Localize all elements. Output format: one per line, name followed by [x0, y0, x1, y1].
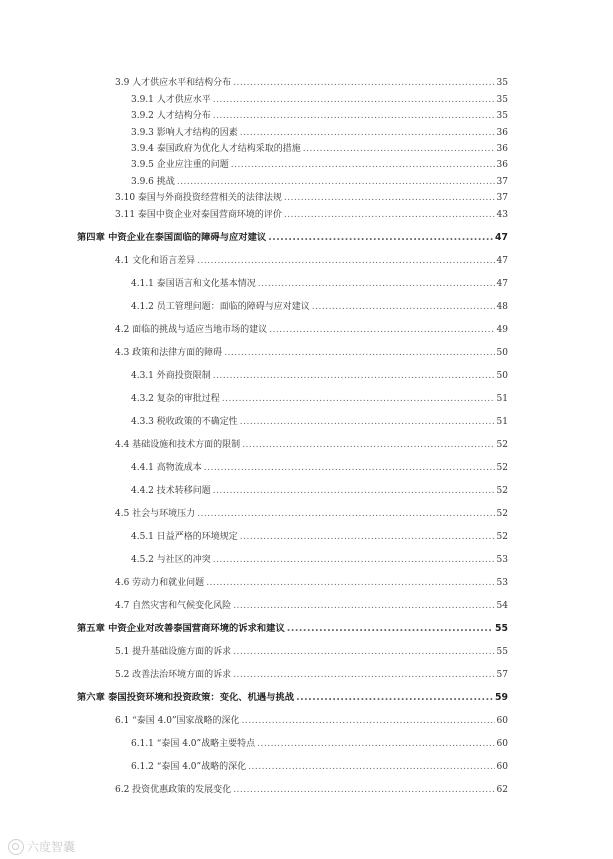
toc-page-number: 37 — [496, 177, 508, 187]
toc-entry[interactable] — [115, 783, 508, 797]
toc-entry-title: 4.5 社会与环境压力 — [115, 509, 196, 519]
toc-page-number: 60 — [496, 739, 508, 749]
toc-dot-leader — [240, 126, 495, 140]
toc-entry-title: 4.3 政策和法律方面的障碍 — [115, 348, 223, 358]
toc-entry-title: 4.4 基础设施和技术方面的限制 — [115, 440, 241, 450]
toc-dot-leader — [258, 277, 495, 291]
toc-dot-leader — [213, 109, 495, 123]
toc-page-number: 52 — [496, 486, 508, 496]
toc-entry[interactable] — [131, 461, 508, 475]
toc-dot-leader — [213, 93, 495, 107]
toc-page-number: 48 — [496, 302, 508, 312]
toc-entry-title: 4.3.2 复杂的审批过程 — [131, 394, 220, 404]
toc-entry-title: 4.4.2 技术转移问题 — [131, 486, 211, 496]
toc-entry[interactable] — [131, 126, 508, 140]
toc-entry-title: 4.6 劳动力和就业问题 — [115, 578, 205, 588]
toc-page-number: 36 — [496, 128, 508, 138]
toc-page-number: 36 — [496, 160, 508, 170]
toc-page-number: 60 — [496, 716, 508, 726]
toc-entry-title: 3.9.5 企业应注重的问题 — [131, 160, 229, 170]
toc-entry[interactable] — [131, 175, 508, 189]
toc-dot-leader — [197, 507, 494, 521]
toc-entry-title: 5.2 改善法治环境方面的诉求 — [115, 670, 232, 680]
toc-dot-leader — [268, 231, 493, 245]
toc-dot-leader — [312, 300, 495, 314]
toc-chapter-entry[interactable] — [77, 691, 508, 705]
toc-dot-leader — [233, 668, 494, 682]
toc-page-number: 53 — [496, 578, 508, 588]
toc-dot-leader — [213, 369, 495, 383]
toc-dot-leader — [222, 392, 495, 406]
toc-entry[interactable] — [115, 346, 508, 360]
toc-dot-leader — [296, 691, 493, 705]
toc-entry-title: 4.1.1 泰国语言和文化基本情况 — [131, 279, 256, 289]
toc-entry-title: 3.9.1 人才供应水平 — [131, 95, 211, 105]
toc-dot-leader — [213, 484, 495, 498]
toc-page-number: 49 — [496, 325, 508, 335]
toc-dot-leader — [233, 599, 494, 613]
toc-page-number: 35 — [496, 111, 508, 121]
toc-entry-title: 第五章 中资企业对改善泰国营商环境的诉求和建议 — [77, 623, 285, 634]
toc-entry[interactable] — [131, 553, 508, 567]
toc-dot-leader — [213, 553, 495, 567]
toc-entry[interactable] — [131, 415, 508, 429]
toc-entry-title: 4.3.3 税收政策的不确定性 — [131, 417, 238, 427]
toc-page-number: 52 — [496, 509, 508, 519]
toc-entry[interactable] — [131, 142, 508, 156]
toc-page-number: 51 — [496, 394, 508, 404]
toc-dot-leader — [257, 737, 494, 751]
watermark-logo-icon — [8, 839, 24, 855]
toc-dot-leader — [303, 142, 495, 156]
toc-entry[interactable] — [115, 323, 508, 337]
toc-page-number: 60 — [496, 762, 508, 772]
toc-page-number: 51 — [496, 417, 508, 427]
toc-entry-title: 6.2 投资优惠政策的发展变化 — [115, 785, 232, 795]
toc-entry[interactable] — [115, 208, 508, 222]
toc-dot-leader — [242, 438, 494, 452]
toc-page-number: 35 — [496, 78, 508, 88]
toc-entry-title: 3.9.3 影响人才结构的因素 — [131, 128, 238, 138]
toc-entry-title: 3.10 泰国与外商投资经营相关的法律法规 — [115, 193, 282, 203]
toc-entry[interactable] — [131, 737, 508, 751]
toc-entry-title: 5.1 提升基础设施方面的诉求 — [115, 647, 232, 657]
toc-dot-leader — [242, 714, 495, 728]
toc-entry-title: 3.9 人才供应水平和结构分布 — [115, 78, 232, 88]
toc-entry-title: 第六章 泰国投资环境和投资政策：变化、机遇与挑战 — [77, 692, 295, 703]
toc-page-number: 52 — [496, 532, 508, 542]
toc-dot-leader — [233, 76, 494, 90]
toc-entry[interactable] — [131, 93, 508, 107]
toc-dot-leader — [197, 254, 494, 268]
toc-entry-title: 4.2 面临的挑战与适应当地市场的建议 — [115, 325, 268, 335]
toc-entry-title: 4.7 自然灾害和气候变化风险 — [115, 601, 232, 611]
toc-chapter-entry[interactable] — [77, 231, 508, 245]
toc-entry-title: 3.11 泰国中资企业对泰国营商环境的评价 — [115, 210, 282, 220]
toc-page-number: 57 — [496, 670, 508, 680]
toc-chapter-entry[interactable] — [77, 622, 508, 636]
toc-dot-leader — [284, 191, 495, 205]
toc-entry[interactable] — [131, 300, 508, 314]
toc-entry[interactable] — [115, 668, 508, 682]
toc-entry[interactable] — [115, 438, 508, 452]
toc-page-number: 53 — [496, 555, 508, 565]
watermark — [8, 838, 75, 855]
toc-dot-leader — [177, 175, 495, 189]
toc-entry-title: 3.9.6 挑战 — [131, 177, 175, 187]
toc-dot-leader — [284, 208, 495, 222]
toc-entry[interactable] — [131, 530, 508, 544]
toc-entry[interactable] — [131, 277, 508, 291]
toc-dot-leader — [206, 576, 494, 590]
toc-entry[interactable] — [115, 191, 508, 205]
toc-entry[interactable] — [115, 576, 508, 590]
toc-entry[interactable] — [131, 158, 508, 172]
toc-dot-leader — [240, 415, 495, 429]
toc-page-number: 47 — [496, 279, 508, 289]
toc-page-number: 37 — [496, 193, 508, 203]
toc-entry-title: 6.1.1 “泰国 4.0”战略主要特点 — [131, 739, 256, 749]
toc-page-number: 50 — [496, 348, 508, 358]
toc-entry[interactable] — [115, 76, 508, 90]
toc-entry[interactable] — [131, 109, 508, 123]
toc-dot-leader — [204, 461, 495, 475]
toc-page-number: 52 — [496, 440, 508, 450]
toc-entry-title: 4.5.2 与社区的冲突 — [131, 555, 211, 565]
toc-entry-title: 3.9.2 人才结构分布 — [131, 111, 211, 121]
toc-entry-title: 4.5.1 日益严格的环境规定 — [131, 532, 238, 542]
toc-page-number: 50 — [496, 371, 508, 381]
toc-entry-title: 6.1 “泰国 4.0”国家战略的深化 — [115, 716, 240, 726]
toc-entry[interactable] — [131, 760, 508, 774]
toc-page-number: 47 — [496, 256, 508, 266]
toc-entry-title: 4.1.2 员工管理问题：面临的障碍与应对建议 — [131, 302, 310, 312]
toc-dot-leader — [231, 158, 495, 172]
toc-entry-title: 4.1 文化和语言差异 — [115, 256, 196, 266]
toc-entry[interactable] — [115, 507, 508, 521]
toc-dot-leader — [240, 530, 495, 544]
toc-dot-leader — [248, 760, 494, 774]
toc-entry[interactable] — [131, 369, 508, 383]
toc-page-number: 55 — [495, 623, 508, 634]
toc-entry[interactable] — [115, 645, 508, 659]
toc-entry-title: 4.4.1 高物流成本 — [131, 463, 202, 473]
toc-page-number: 52 — [496, 463, 508, 473]
toc-entry[interactable] — [131, 484, 508, 498]
toc-dot-leader — [287, 622, 493, 636]
toc-dot-leader — [269, 323, 494, 337]
toc-entry[interactable] — [115, 714, 508, 728]
toc-dot-leader — [233, 645, 494, 659]
toc-entry-title: 4.3.1 外商投资限制 — [131, 371, 211, 381]
toc-page-number: 35 — [496, 95, 508, 105]
toc-page-number: 47 — [495, 232, 508, 243]
toc-page-number: 54 — [496, 601, 508, 611]
toc-page-number: 43 — [496, 210, 508, 220]
toc-page-number: 62 — [496, 785, 508, 795]
toc-entry[interactable] — [131, 392, 508, 406]
toc-entry-title: 3.9.4 泰国政府为优化人才结构采取的措施 — [131, 144, 301, 154]
toc-entry[interactable] — [115, 599, 508, 613]
toc-page-number: 36 — [496, 144, 508, 154]
watermark-text: 六度智囊 — [27, 840, 76, 854]
toc-entry-title: 第四章 中资企业在泰国面临的障碍与应对建议 — [77, 232, 267, 243]
toc-dot-leader — [233, 783, 494, 797]
toc-entry-title: 6.1.2 “泰国 4.0”战略的深化 — [131, 762, 247, 772]
toc-dot-leader — [224, 346, 494, 360]
toc-page-number: 59 — [495, 692, 508, 703]
toc-entry[interactable] — [115, 254, 508, 268]
toc-page-number: 55 — [496, 647, 508, 657]
